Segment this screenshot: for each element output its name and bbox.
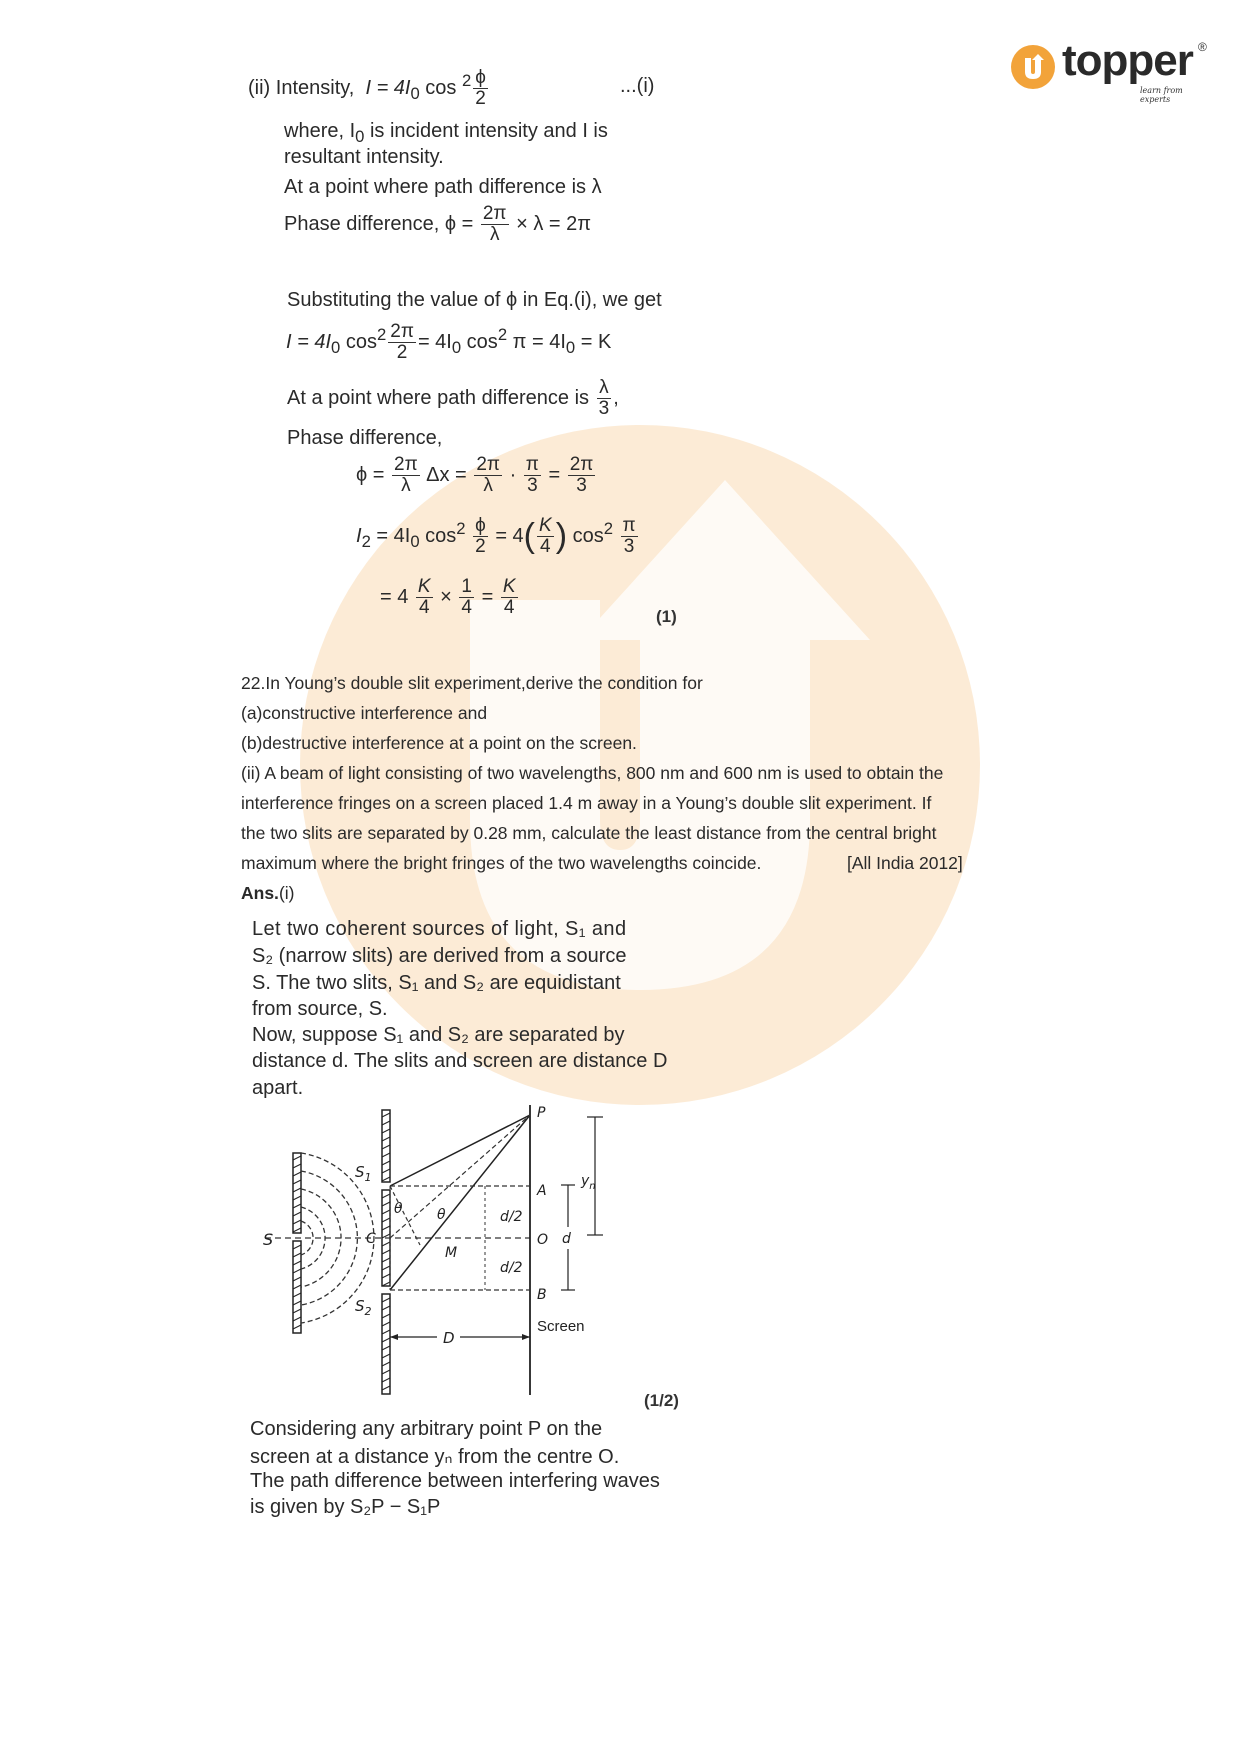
q22-reference: [All India 2012]: [847, 853, 963, 873]
phase-diff-line: Phase difference, ϕ = $\frac{2\pi}{\lambda}$ × λ = 2π: [284, 203, 592, 245]
path-diff-third: At a point where path difference is $\frac{\lambda}{3}$ ,: [287, 377, 619, 419]
answer-p1-l2: S₂ (narrow slits) are derived from a source: [252, 945, 627, 967]
label-d2-top: d/2: [500, 1209, 523, 1225]
answer-p2-l2: distance d. The slits and screen are distance D: [252, 1050, 668, 1072]
phi-equation: ϕ = $\frac{2\pi}{\lambda}$ Δx = $\frac{2\pi}{\lambda}$ · $\frac{\pi}{3}$ = $\frac{2\pi}{3}$: [356, 454, 594, 496]
label-theta-1: θ: [394, 1201, 403, 1217]
label-d: d: [562, 1231, 571, 1247]
substituting-line: Substituting the value of ϕ in Eq.(i), we get: [287, 289, 662, 311]
answer-p1-l3: S. The two slits, S₁ and S₂ are equidistant: [252, 972, 621, 994]
path-diff-lambda: At a point where path difference is λ: [284, 176, 602, 198]
q22-line-5: interference fringes on a screen placed 1.4 m away in a Young’s double slit experiment. If: [241, 793, 932, 813]
brand-logo: [1010, 36, 1210, 104]
ydse-diagram: [255, 1105, 695, 1405]
q22-line-6: the two slits are separated by 0.28 mm, calculate the least distance from the central bright: [241, 823, 937, 843]
final-equation: = 4 $\frac{K}{4}$ × $\frac{1}{4}$ = $\frac{K}{4}$: [380, 576, 516, 618]
q22-line-2: (a)constructive interference and: [241, 703, 488, 723]
q22-line-1: 22.In Young’s double slit experiment,derive the condition for: [241, 673, 703, 693]
label-theta-2: θ: [437, 1207, 446, 1223]
brand-name: topper: [1062, 36, 1193, 85]
answer-p3-l2: screen at a distance yₙ from the centre O.: [250, 1446, 620, 1468]
answer-p2-l1: Now, suppose S₁ and S₂ are separated by: [252, 1024, 625, 1046]
answer-p3-l1: Considering any arbitrary point P on the: [250, 1418, 603, 1440]
answer-p1-l4: from source, S.: [252, 998, 388, 1020]
phase-diff-label-2: Phase difference,: [287, 427, 443, 449]
mark-half: (1/2): [644, 1391, 679, 1410]
answer-p1-l1: Let two coherent sources of light, S₁ and: [252, 918, 627, 940]
label-M: M: [445, 1245, 458, 1261]
answer-label: Ans.(i): [241, 883, 295, 903]
label-S1: $S_1$: [355, 1163, 372, 1184]
label-S2: $S_2$: [355, 1297, 372, 1318]
label-D: D: [443, 1329, 455, 1347]
label-d2-bottom: d/2: [500, 1260, 523, 1276]
where-line: where, $I_0$ is incident intensity and I is: [284, 120, 608, 146]
where-line-2: resultant intensity.: [284, 146, 444, 168]
label-P: P: [537, 1105, 546, 1121]
answer-p2-l3: apart.: [252, 1077, 304, 1099]
label-S: S: [263, 1230, 274, 1249]
q22-line-4: (ii) A beam of light consisting of two wavelengths, 800 nm and 600 nm is used to obtain the: [241, 763, 944, 783]
i2-equation: $I_2 = 4I_0$ $\cos^2$ $\frac{\phi}{2}$ = 4( $\frac{K}{4}$ ) $\cos^2$ $\frac{\pi}{3}$: [356, 515, 636, 557]
q22-line-7: maximum where the bright fringes of the two wavelengths coincide.: [241, 853, 762, 873]
label-yn: $y_n$: [581, 1173, 596, 1192]
registered-mark: ®: [1198, 40, 1207, 54]
answer-p3-l4: is given by S₂P − S₁P: [250, 1496, 441, 1518]
label-screen: Screen: [537, 1318, 585, 1335]
label-O: O: [537, 1232, 549, 1248]
brand-tagline: learn from experts: [1140, 86, 1183, 104]
label-B: B: [537, 1287, 547, 1303]
fraction: $\frac{\phi}{2}$: [475, 67, 486, 109]
label-A: A: [537, 1183, 547, 1199]
brand-logo-icon: [1010, 44, 1056, 90]
label-C: C: [366, 1231, 376, 1247]
intensity-line: (ii) Intensity, $I = 4I_0$ cos $^2$ $\frac{\phi}{2}$: [248, 67, 486, 109]
q22-line-3: (b)destructive interference at a point on the screen.: [241, 733, 637, 753]
intensity-eq-2: $I = 4I_0$ $\cos^2$ $\frac{2\pi}{2}$ = $4I_0$ $\cos^2 \pi = 4I_0 = K$: [286, 321, 612, 363]
mark-1: (1): [656, 607, 677, 626]
answer-p3-l3: The path difference between interfering waves: [250, 1470, 660, 1492]
equation-ref-i: ...(i): [620, 75, 655, 97]
